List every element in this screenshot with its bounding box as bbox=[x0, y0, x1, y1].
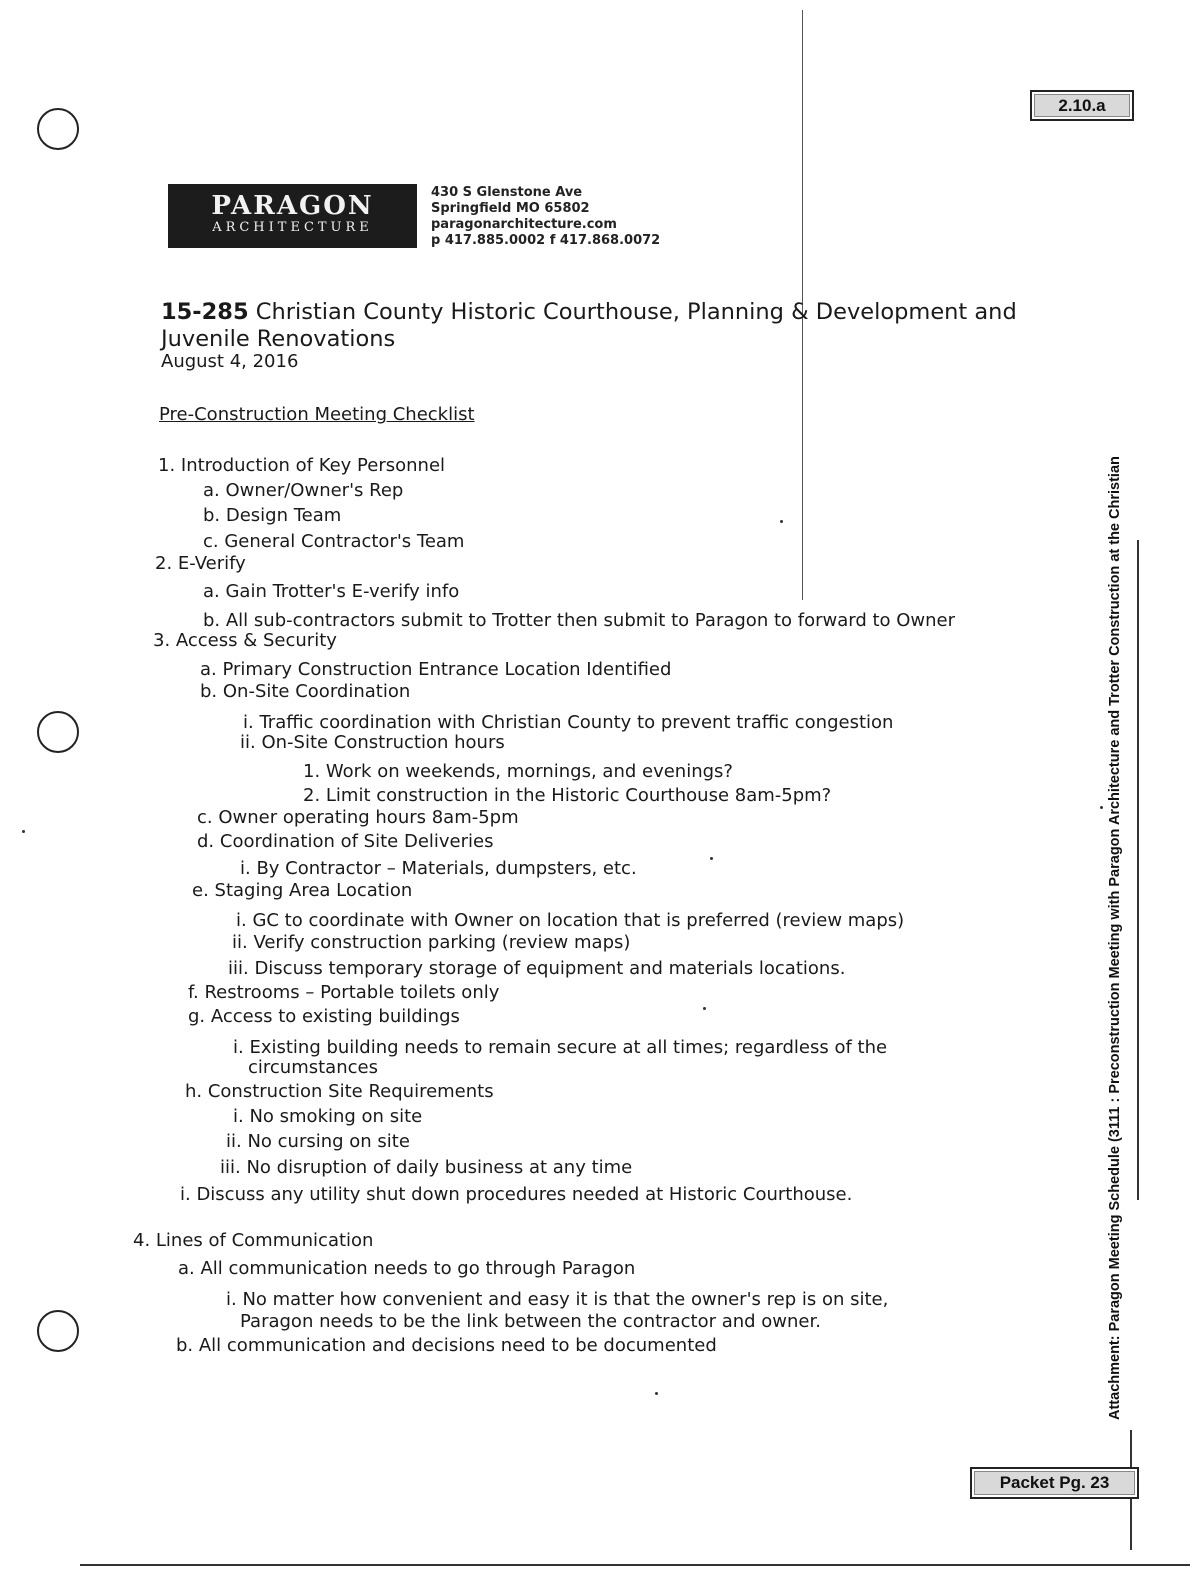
list-item: b. All sub-contractors submit to Trotter then submit to Paragon to forward to Owner bbox=[203, 610, 956, 631]
speck bbox=[710, 857, 713, 860]
list-item: b. Design Team bbox=[203, 505, 342, 526]
list-item: ii. Verify construction parking (review maps) bbox=[232, 932, 631, 953]
list-item: 4. Lines of Communication bbox=[133, 1230, 374, 1251]
project-name: Christian County Historic Courthouse, Planning & Development and Juvenile Renovations bbox=[161, 299, 1017, 352]
list-item: d. Coordination of Site Deliveries bbox=[197, 831, 494, 852]
list-item: i. GC to coordinate with Owner on location that is preferred (review maps) bbox=[236, 910, 905, 931]
agenda-item-badge: 2.10.a bbox=[1030, 90, 1134, 121]
list-item: b. On-Site Coordination bbox=[200, 681, 411, 702]
speck bbox=[655, 1392, 658, 1395]
list-item: a. Primary Construction Entrance Location Identified bbox=[200, 659, 672, 680]
address-city: Springfield MO 65802 bbox=[431, 201, 590, 216]
list-item: 2. E-Verify bbox=[155, 553, 246, 574]
document-date: August 4, 2016 bbox=[161, 351, 299, 372]
list-item: h. Construction Site Requirements bbox=[185, 1081, 494, 1102]
attachment-side-label: Attachment: Paragon Meeting Schedule (3111 : Preconstruction Meeting with Paragon Architecture and Trotter Construction at the Christian bbox=[1107, 456, 1123, 1420]
company-logo bbox=[168, 184, 417, 248]
list-item: i. No matter how convenient and easy it is that the owner's rep is on site, bbox=[226, 1289, 889, 1310]
list-item: 2. Limit construction in the Historic Courthouse 8am-5pm? bbox=[303, 785, 832, 806]
speck bbox=[703, 1007, 706, 1010]
list-item: f. Restrooms – Portable toilets only bbox=[188, 982, 500, 1003]
list-item: g. Access to existing buildings bbox=[188, 1006, 460, 1027]
list-item: 3. Access & Security bbox=[153, 630, 337, 651]
address-street: 430 S Glenstone Ave bbox=[431, 185, 583, 200]
list-item: b. All communication and decisions need to be documented bbox=[176, 1335, 717, 1356]
packet-page-badge: Packet Pg. 23 bbox=[970, 1467, 1139, 1499]
list-item: i. No smoking on site bbox=[233, 1106, 423, 1127]
list-item: a. Owner/Owner's Rep bbox=[203, 480, 404, 501]
address-website: paragonarchitecture.com bbox=[431, 217, 617, 232]
list-item: ii. No cursing on site bbox=[226, 1131, 410, 1152]
logo-subtitle: ARCHITECTURE bbox=[212, 220, 373, 235]
list-item: Paragon needs to be the link between the contractor and owner. bbox=[240, 1311, 821, 1332]
list-item: a. All communication needs to go through Paragon bbox=[178, 1258, 636, 1279]
speck bbox=[1100, 806, 1103, 809]
punch-hole-middle bbox=[37, 711, 79, 753]
speck bbox=[22, 830, 25, 833]
scan-line-right bbox=[1137, 540, 1139, 1200]
list-item: iii. Discuss temporary storage of equipment and materials locations. bbox=[228, 958, 846, 979]
list-item: i. By Contractor – Materials, dumpsters, etc. bbox=[240, 858, 637, 879]
punch-hole-top bbox=[37, 108, 79, 150]
list-item: iii. No disruption of daily business at any time bbox=[220, 1157, 633, 1178]
address-phone: p 417.885.0002 f 417.868.0072 bbox=[431, 233, 661, 248]
list-item: circumstances bbox=[248, 1057, 378, 1078]
list-item: 1. Work on weekends, mornings, and evenings? bbox=[303, 761, 733, 782]
logo-name: PARAGON bbox=[211, 191, 374, 221]
list-item: i. Traffic coordination with Christian County to prevent traffic congestion bbox=[243, 712, 894, 733]
punch-hole-bottom bbox=[37, 1310, 79, 1352]
address-block bbox=[431, 185, 660, 249]
list-item: i. Discuss any utility shut down procedures needed at Historic Courthouse. bbox=[180, 1184, 853, 1205]
list-item: ii. On-Site Construction hours bbox=[240, 732, 505, 753]
list-item: e. Staging Area Location bbox=[192, 880, 413, 901]
list-item: 1. Introduction of Key Personnel bbox=[158, 455, 446, 476]
list-item: c. Owner operating hours 8am-5pm bbox=[197, 807, 519, 828]
speck bbox=[780, 520, 783, 523]
scan-line-bottom bbox=[80, 1564, 1190, 1566]
project-number: 15-285 bbox=[161, 299, 249, 325]
document-title bbox=[161, 299, 1031, 353]
checklist-heading: Pre-Construction Meeting Checklist bbox=[159, 404, 475, 425]
list-item: a. Gain Trotter's E-verify info bbox=[203, 581, 460, 602]
list-item: i. Existing building needs to remain secure at all times; regardless of the bbox=[233, 1037, 888, 1058]
list-item: c. General Contractor's Team bbox=[203, 531, 465, 552]
